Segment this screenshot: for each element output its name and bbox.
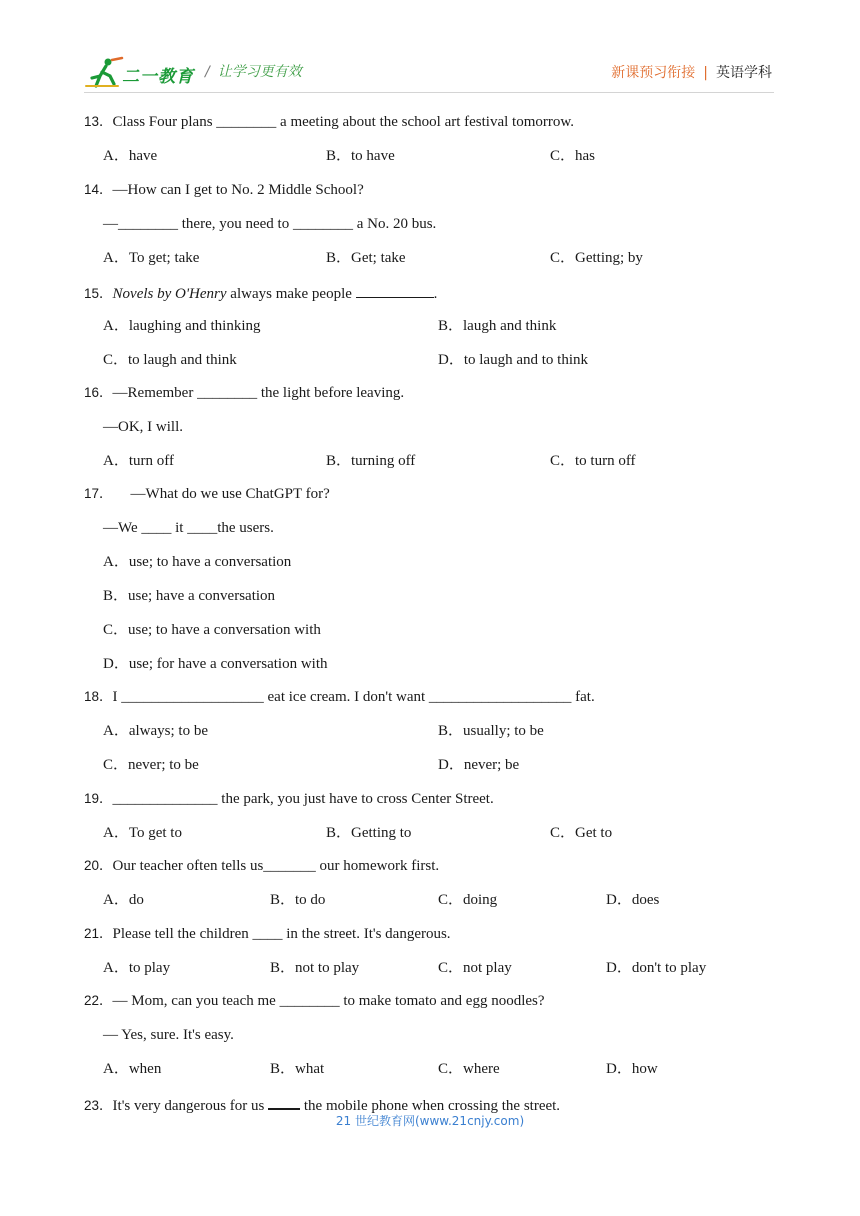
- option-16-a: A．turn off: [103, 453, 174, 469]
- option-17-d: D．use; for have a conversation with: [103, 656, 328, 672]
- question-16-line2: —OK, I will.: [103, 419, 183, 435]
- option-15-c: C．to laugh and think: [103, 352, 237, 368]
- question-13: [84, 113, 574, 131]
- option-20-d: D．does: [606, 892, 660, 908]
- answer-blank: [356, 283, 434, 298]
- question-number: 21．: [84, 926, 113, 941]
- option-18-a: A．always; to be: [103, 723, 208, 739]
- option-22-c: C．where: [438, 1061, 500, 1077]
- question-18: [84, 688, 595, 706]
- option-15-d: D．to laugh and to think: [438, 352, 588, 368]
- option-18-c: C．never; to be: [103, 757, 199, 773]
- question-stem: ______________ the park, you just have to cross Center Street.: [112, 791, 494, 807]
- subject-label: 英语学科: [716, 65, 772, 81]
- option-16-c: C．to turn off: [550, 453, 636, 469]
- option-18-d: D．never; be: [438, 757, 520, 773]
- question-stem-rest: the mobile phone when crossing the street.: [300, 1098, 561, 1114]
- option-22-b: B．what: [270, 1061, 325, 1077]
- question-number: 18．: [84, 689, 113, 704]
- question-22: [84, 992, 545, 1010]
- logo: [84, 56, 194, 90]
- option-15-a: A．laughing and thinking: [103, 318, 261, 334]
- option-19-a: A．To get to: [103, 825, 182, 841]
- option-14-a: A．To get; take: [103, 250, 200, 266]
- option-17-b: B．use; have a conversation: [103, 588, 276, 604]
- question-stem: —What do we use ChatGPT for?: [130, 486, 330, 502]
- question-stem: always make people: [226, 286, 356, 302]
- question-19: [84, 790, 494, 808]
- question-number: 19．: [84, 791, 113, 806]
- option-19-b: B．Getting to: [326, 825, 412, 841]
- answer-blank: [268, 1094, 300, 1110]
- option-20-a: A．do: [103, 892, 144, 908]
- question-17: [84, 485, 330, 503]
- question-17-line2: —We ____ it ____the users.: [103, 520, 274, 536]
- question-16: [84, 384, 404, 402]
- slogan-slash: /: [205, 64, 210, 80]
- header-divider: [84, 92, 774, 93]
- question-stem: — Mom, can you teach me ________ to make tomato and egg noodles?: [112, 993, 545, 1009]
- option-18-b: B．usually; to be: [438, 723, 544, 739]
- option-21-a: A．to play: [103, 960, 171, 976]
- logo-text: 二一教育: [122, 67, 194, 87]
- option-21-b: B．not to play: [270, 960, 360, 976]
- option-20-b: B．to do: [270, 892, 326, 908]
- page-header: [0, 0, 860, 100]
- option-19-c: C．Get to: [550, 825, 613, 841]
- question-stem: —How can I get to No. 2 Middle School?: [112, 182, 364, 198]
- question-number: 22．: [84, 993, 113, 1008]
- header-right: [611, 62, 772, 82]
- question-number: 13．: [84, 114, 113, 129]
- option-13-b: B．to have: [326, 148, 395, 164]
- header-separator: |: [703, 65, 708, 81]
- option-14-b: B．Get; take: [326, 250, 406, 266]
- option-17-a: A．use; to have a conversation: [103, 554, 292, 570]
- question-stem: Our teacher often tells us_______ our homework first.: [112, 858, 440, 874]
- option-13-c: C．has: [550, 148, 596, 164]
- question-21: [84, 925, 451, 943]
- runner-icon: [84, 56, 124, 90]
- question-number: 20．: [84, 858, 113, 873]
- question-number: 23．: [84, 1098, 113, 1113]
- question-20: [84, 857, 439, 875]
- question-14-line2: —________ there, you need to ________ a No. 20 bus.: [103, 216, 437, 232]
- option-13-a: A．have: [103, 148, 158, 164]
- question-14: [84, 181, 364, 199]
- question-stem: I ___________________ eat ice cream. I don't want ___________________ fat.: [112, 689, 595, 705]
- question-stem: Class Four plans ________ a meeting about the school art festival tomorrow.: [112, 114, 574, 130]
- option-17-c: C．use; to have a conversation with: [103, 622, 321, 638]
- question-stem: Please tell the children ____ in the street. It's dangerous.: [112, 926, 451, 942]
- question-stem: It's very dangerous for us: [112, 1098, 269, 1114]
- option-22-a: A．when: [103, 1061, 162, 1077]
- option-21-c: C．not play: [438, 960, 512, 976]
- question-stem-end: .: [433, 286, 438, 302]
- option-16-b: B．turning off: [326, 453, 416, 469]
- question-number: 14．: [84, 182, 113, 197]
- option-21-d: D．don't to play: [606, 960, 707, 976]
- slogan-text: 让学习更有效: [217, 64, 302, 80]
- question-number: 17．: [84, 486, 113, 501]
- option-20-c: C．doing: [438, 892, 498, 908]
- question-stem: —Remember ________ the light before leaving.: [112, 385, 405, 401]
- option-15-b: B．laugh and think: [438, 318, 557, 334]
- question-15: [84, 283, 437, 303]
- option-22-d: D．how: [606, 1061, 658, 1077]
- slogan: [205, 61, 302, 81]
- question-number: 16．: [84, 385, 113, 400]
- course-label: 新课预习衔接: [611, 65, 696, 81]
- page-footer: 21 世纪教育网(www.21cnjy.com): [335, 1114, 525, 1128]
- question-number: 15．: [84, 286, 113, 301]
- option-14-c: C．Getting; by: [550, 250, 643, 266]
- question-22-line2: — Yes, sure. It's easy.: [103, 1027, 234, 1043]
- question-stem-italic: Novels by O'Henry: [112, 286, 227, 302]
